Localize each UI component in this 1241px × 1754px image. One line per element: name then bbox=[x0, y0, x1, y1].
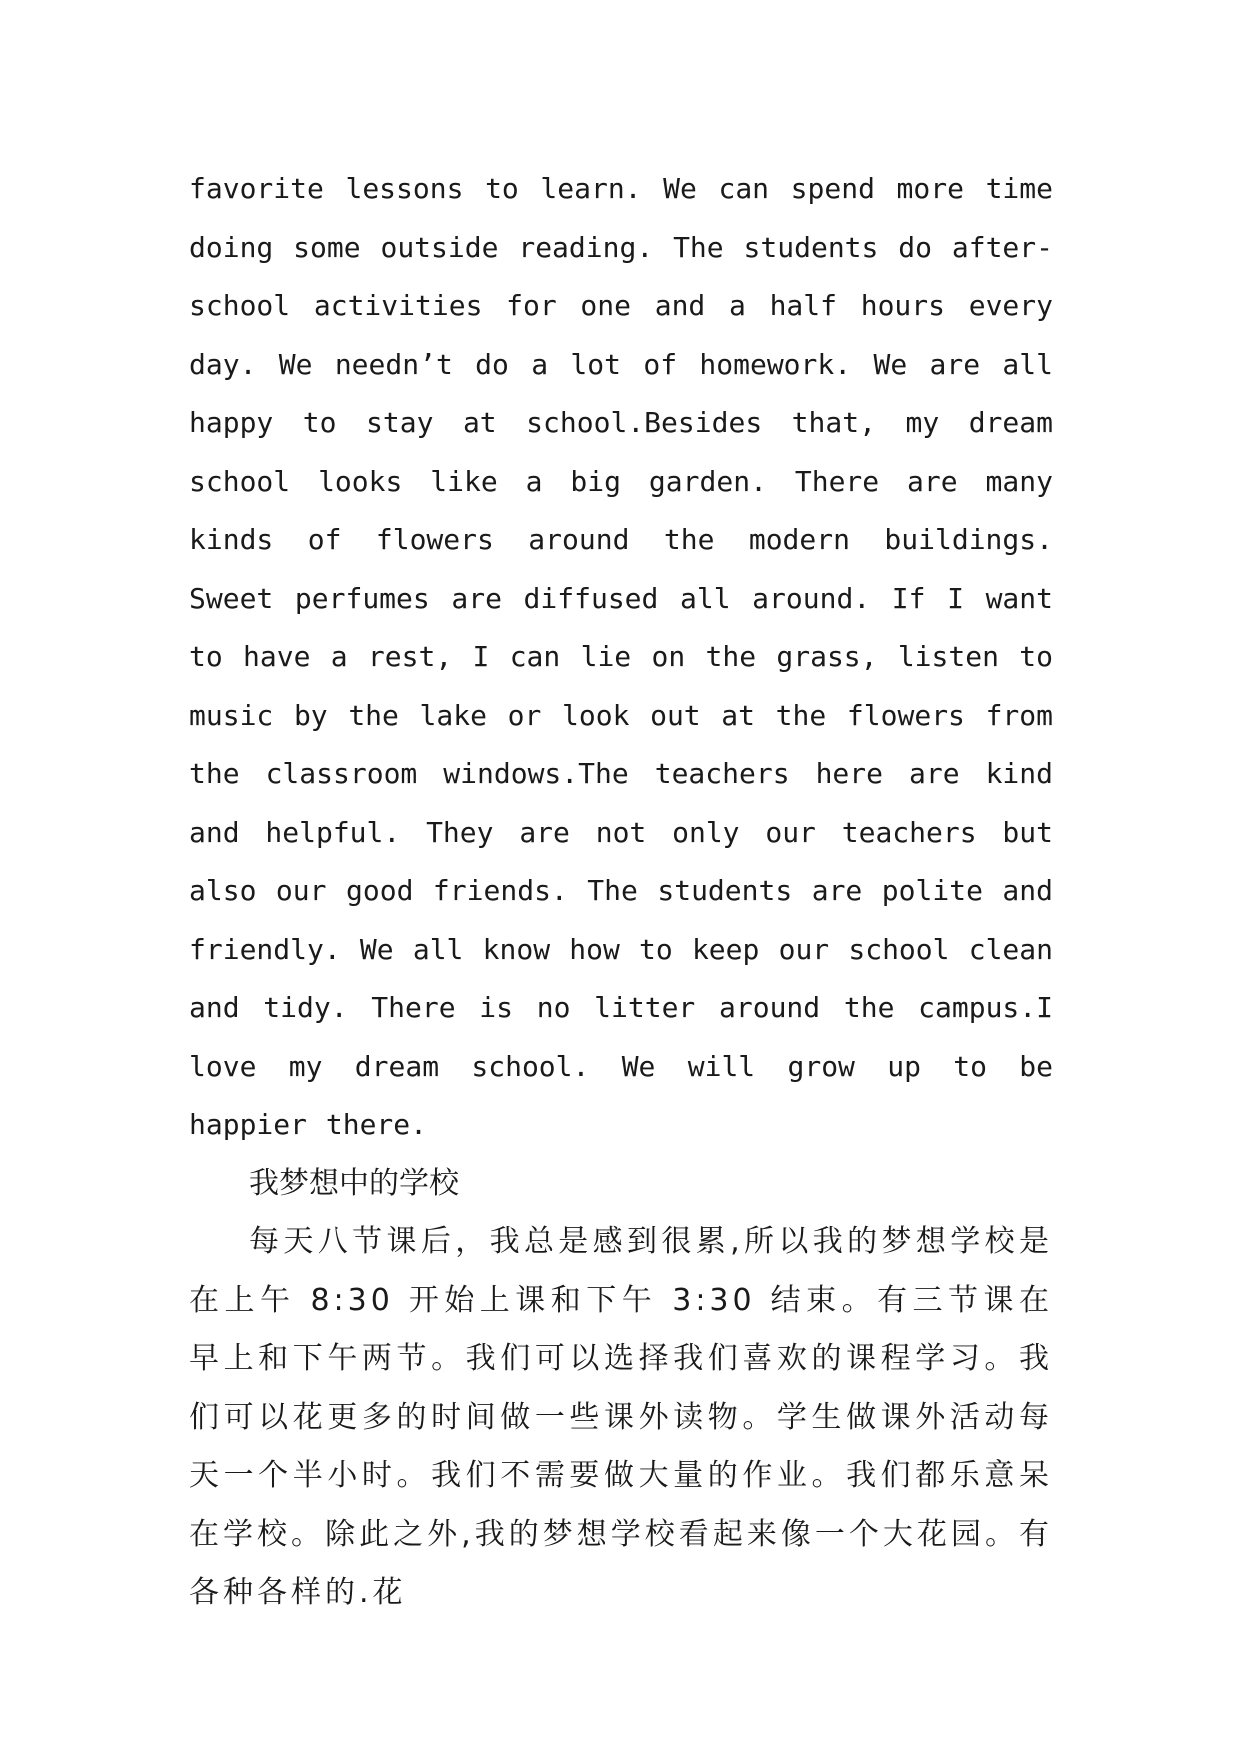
document-body bbox=[189, 160, 1053, 1623]
english-paragraph: favorite lessons to learn. We can spend more time doing some outside reading. The students do after-school activities for one and a half hours every day. We needn’t do a lot of homework. We are all happy to stay at school.Besides that, my dream school looks like a big garden. There are many kinds of flowers around the modern buildings. Sweet perfumes are diffused all around. If I want to have a rest, I can lie on the grass, listen to music by the lake or look out at the flowers from the classroom windows.The teachers here are kind and helpful. They are not only our teachers but also our good friends. The students are polite and friendly. We all know how to keep our school clean and tidy. There is no litter around the campus.I love my dream school. We will grow up to be happier there. bbox=[189, 172, 1053, 1141]
chinese-essay-title: 我梦想中的学校 bbox=[249, 1165, 459, 1201]
chinese-paragraph: 每天八节课后，我总是感到很累,所以我的梦想学校是在上午 8:30 开始上课和下午 3:30 结束。有三节课在早上和下午两节。我们可以选择我们喜欢的课程学习。我们可以花更多的时间做一些课外读物。学生做课外活动每天一个半小时。我们不需要做大量的作业。我们都乐意呆在学校。除此之外,我的梦想学校看起来像一个大花园。有各种各样的.花 bbox=[189, 1224, 1053, 1610]
